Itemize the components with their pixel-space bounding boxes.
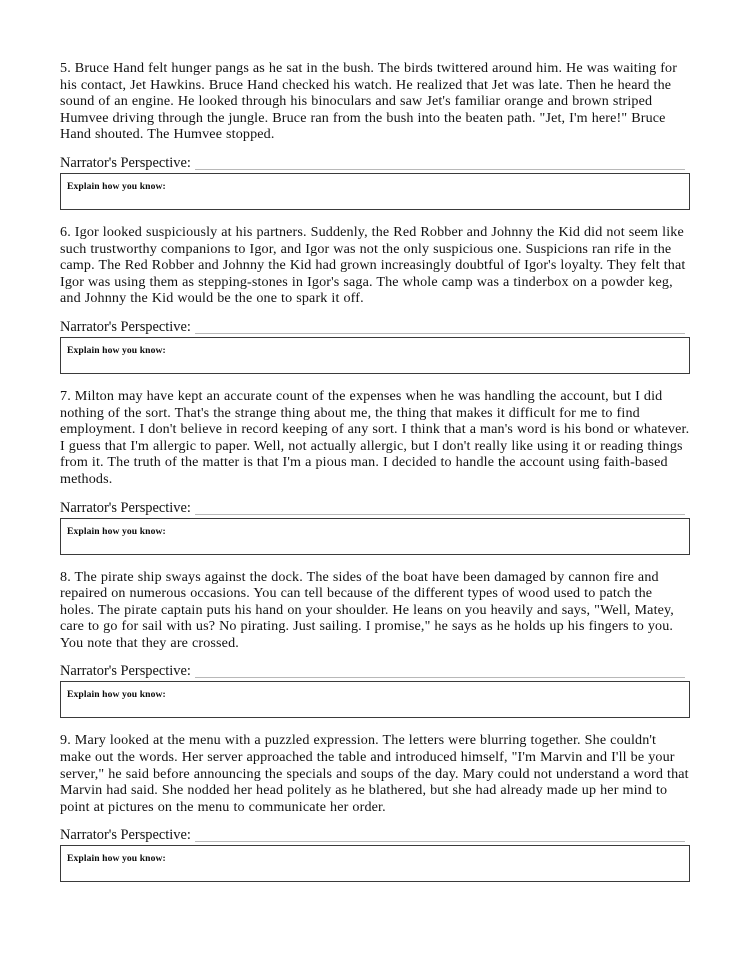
narrator-perspective-input[interactable] bbox=[195, 500, 685, 515]
explain-how-you-know-label: Explain how you know: bbox=[67, 853, 166, 865]
passage-text: 7. Milton may have kept an accurate count of the expenses when he was handling the account, but I did nothing of the sort. That's the strange thing about me, the thing that makes it difficult for me to find employment. I don't believe in record keeping of any sort. I think that a man's word is his bond or whatever. I guess that I'm allergic to paper. Well, not actually allergic, but I don't really like using it or reading things from it. The truth of the matter is that I'm a pious man. I decided to handle the account using faith-based methods. bbox=[60, 387, 690, 487]
narrator-perspective-label: Narrator's Perspective: bbox=[60, 154, 191, 171]
question-item bbox=[60, 569, 690, 719]
narrator-perspective-label: Narrator's Perspective: bbox=[60, 499, 191, 516]
passage-text: 5. Bruce Hand felt hunger pangs as he sat in the bush. The birds twittered around him. He was waiting for his contact, Jet Hawkins. Bruce Hand checked his watch. He realized that Jet was late. Then he heard the sound of an engine. He looked through his binoculars and saw Jet's familiar orange and brown striped Humvee driving through the jungle. Bruce ran from the bush into the beaten path. "Jet, I'm here!" Bruce Hand shouted. The Humvee stopped. bbox=[60, 60, 678, 143]
explain-how-you-know-box[interactable] bbox=[60, 518, 690, 555]
question-item bbox=[60, 224, 690, 374]
question-list bbox=[60, 60, 690, 882]
narrator-perspective-input[interactable] bbox=[195, 155, 685, 170]
explain-how-you-know-box[interactable] bbox=[60, 845, 690, 882]
narrator-perspective-label: Narrator's Perspective: bbox=[60, 827, 191, 844]
passage-text: 6. Igor looked suspiciously at his partners. Suddenly, the Red Robber and Johnny the Kid did not seem like such trustworthy companions to Igor, and Igor was not the only suspicious one. Suspicions ran rife in the camp. The Red Robber and Johnny the Kid had grown increasingly doubtful of Igor's loyalty. They felt that Igor was using them as stepping-stones in Igor's saga. The whole camp was a tinderbox on a powder keg, and Johnny the Kid would be the one to spark it off. bbox=[60, 223, 686, 307]
passage-text: 8. The pirate ship sways against the dock. The sides of the boat have been damaged by cannon fire and repaired on numerous occasions. You can tell because of the different types of wood used to patch the holes. The pirate captain puts his hand on your shoulder. He leans on you heavily and says, "Well, Matey, care to go for sail with us? No pirating. Just sailing. I promise," he says as he holds up his fingers to you. You note that they are crossed. bbox=[60, 568, 674, 651]
narrator-perspective-row bbox=[60, 660, 690, 680]
explain-how-you-know-box[interactable] bbox=[60, 681, 690, 718]
narrator-perspective-row bbox=[60, 824, 690, 844]
question-item bbox=[60, 60, 690, 210]
explain-how-you-know-label: Explain how you know: bbox=[67, 525, 166, 537]
explain-how-you-know-box[interactable] bbox=[60, 337, 690, 374]
question-item bbox=[60, 388, 690, 555]
narrator-perspective-row bbox=[60, 316, 690, 336]
narrator-perspective-input[interactable] bbox=[195, 663, 685, 678]
narrator-perspective-row bbox=[60, 152, 690, 172]
narrator-perspective-row bbox=[60, 497, 690, 517]
question-item bbox=[60, 732, 690, 882]
explain-how-you-know-label: Explain how you know: bbox=[67, 689, 166, 701]
narrator-perspective-input[interactable] bbox=[195, 319, 685, 334]
passage-text: 9. Mary looked at the menu with a puzzled expression. The letters were blurring together. She couldn't make out the words. Her server approached the table and introduced himself, "I'm Marvin and I'll be your server," he said before announcing the specials and soups of the day. Mary could not understand a word that Marvin had said. She nodded her head politely as he blathered, but she had already made up her mind to point at pictures on the menu to communicate her order. bbox=[60, 732, 689, 815]
explain-how-you-know-label: Explain how you know: bbox=[67, 344, 166, 356]
explain-how-you-know-box[interactable] bbox=[60, 173, 690, 210]
narrator-perspective-label: Narrator's Perspective: bbox=[60, 318, 191, 335]
narrator-perspective-label: Narrator's Perspective: bbox=[60, 663, 191, 680]
narrator-perspective-input[interactable] bbox=[195, 827, 685, 842]
explain-how-you-know-label: Explain how you know: bbox=[67, 180, 166, 192]
